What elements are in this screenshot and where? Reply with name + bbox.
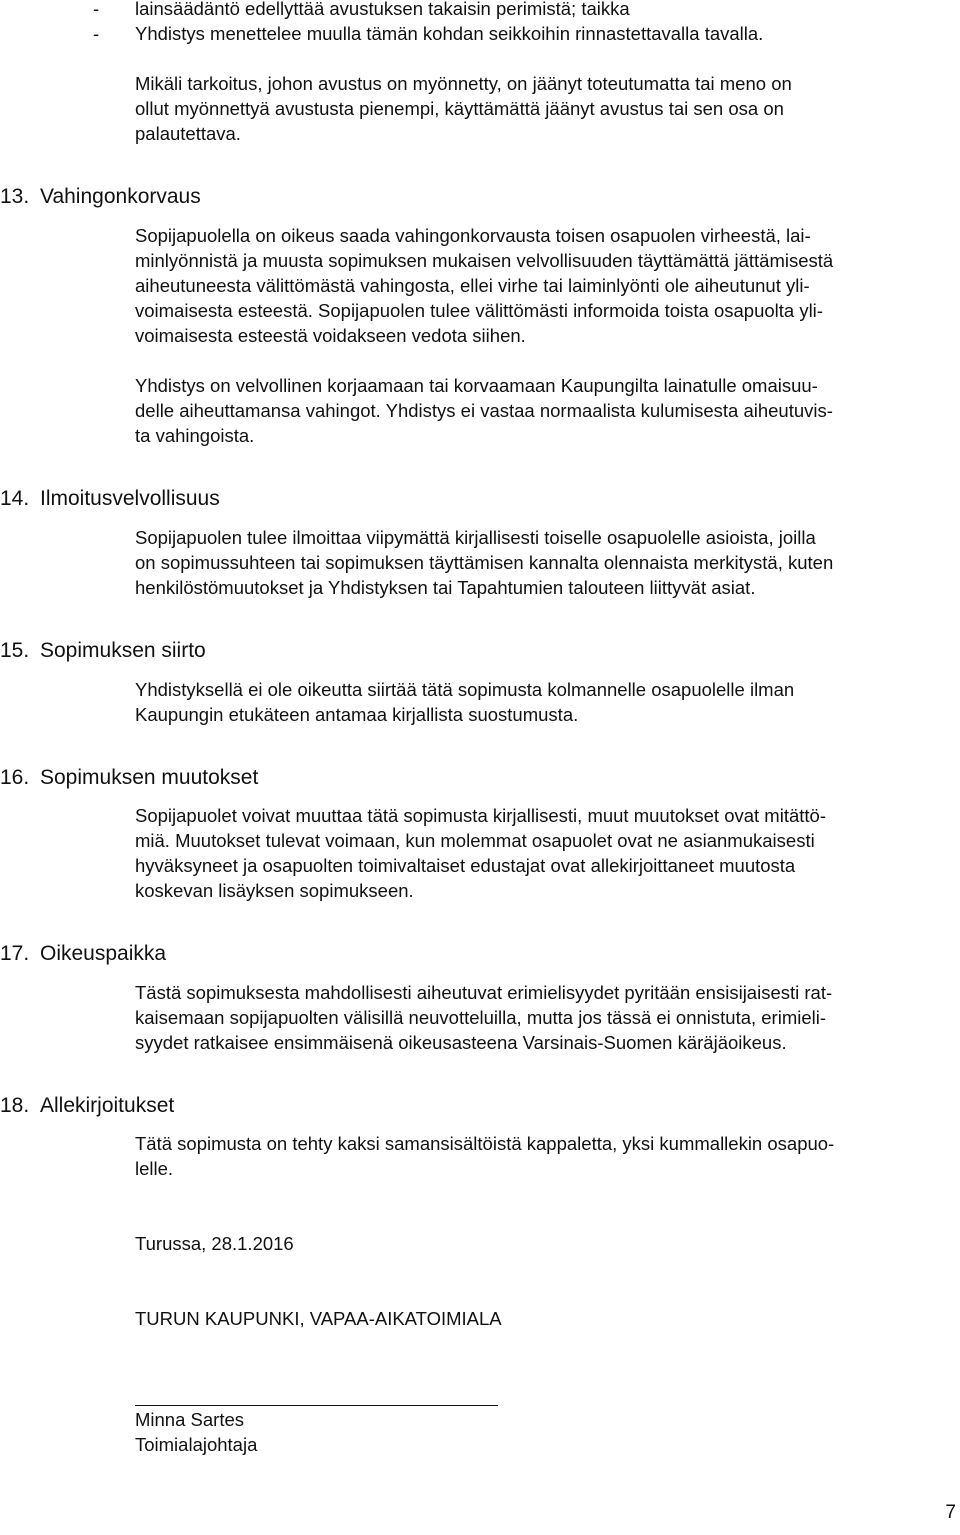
signature-line [135,1405,498,1406]
section-number: 15. [0,639,30,662]
section-number: 14. [0,487,30,510]
section-title: Oikeuspaikka [40,942,167,965]
bullet-text: lainsäädäntö edellyttää avustuksen takaisin perimistä; taikka [135,0,630,19]
section-title: Sopimuksen siirto [40,639,206,662]
paragraph-line: syydet ratkaisee ensimmäisenä oikeusasteena Varsinais-Suomen käräjäoikeus. [135,1032,787,1053]
paragraph-line: voimaisesta esteestä voidakseen vedota siihen. [135,325,526,346]
section-number: 18. [0,1094,30,1117]
paragraph-line: Kaupungin etukäteen antamaa kirjallista suostumusta. [135,704,579,725]
section-title: Sopimuksen muutokset [40,766,259,789]
section-number: 17. [0,942,30,965]
bullet-mark: - [93,0,100,19]
paragraph-line: hyväksyneet ja osapuolten toimivaltaiset edustajat ovat allekirjoittaneet muutosta [135,855,796,876]
section-number: 13. [0,185,30,208]
section-title: Vahingonkorvaus [40,185,201,208]
paragraph-line: Sopijapuolella on oikeus saada vahingonkorvausta toisen osapuolen virheestä, lai- [135,225,811,246]
section-title: Ilmoitusvelvollisuus [40,487,220,510]
paragraph-line: miä. Muutokset tulevat voimaan, kun molemmat osapuolet ovat ne asianmukaisesti [135,830,815,851]
paragraph-line: Tästä sopimuksesta mahdollisesti aiheutuvat erimielisyydet pyritään ensisijaisesti rat- [135,982,833,1003]
paragraph-line: Tätä sopimusta on tehty kaksi samansisältöistä kappaletta, yksi kummallekin osapuo- [135,1133,835,1154]
paragraph-line: delle aiheuttamansa vahingot. Yhdistys ei vastaa normaalista kulumisesta aiheutuvis- [135,400,833,421]
paragraph-line: Sopijapuolet voivat muuttaa tätä sopimusta kirjallisesti, muut muutokset ovat mitättö- [135,805,826,826]
paragraph-line: Mikäli tarkoitus, johon avustus on myönnetty, on jäänyt toteutumatta tai meno on [135,73,792,94]
paragraph-line: lelle. [135,1158,174,1179]
paragraph-line: henkilöstömuutokset ja Yhdistyksen tai Tapahtumien talouteen liittyvät asiat. [135,577,756,598]
signer-name: Minna Sartes [135,1409,244,1430]
section-title: Allekirjoitukset [40,1094,175,1117]
bullet-mark: - [93,23,100,44]
place-date: Turussa, 28.1.2016 [135,1233,294,1254]
bullet-text: Yhdistys menettelee muulla tämän kohdan seikkoihin rinnastettavalla tavalla. [135,23,764,44]
paragraph-line: koskevan lisäyksen sopimukseen. [135,880,414,901]
paragraph-line: palautettava. [135,123,241,144]
paragraph-line: ollut myönnettyä avustusta pienempi, käyttämättä jäänyt avustus tai sen osa on [135,98,784,119]
page-number: 7 [945,1502,956,1523]
paragraph-line: minlyönnistä ja muusta sopimuksen mukaisen velvollisuuden täyttämättä jättämisestä [135,250,834,271]
paragraph-line: ta vahingoista. [135,425,255,446]
paragraph-line: on sopimussuhteen tai sopimuksen täyttämisen kannalta olennaista merkitystä, kuten [135,552,834,573]
organization-name: TURUN KAUPUNKI, VAPAA-AIKATOIMIALA [135,1308,502,1329]
section-number: 16. [0,766,30,789]
signer-title: Toimialajohtaja [135,1434,258,1455]
paragraph-line: Sopijapuolen tulee ilmoittaa viipymättä kirjallisesti toiselle osapuolelle asioista, joilla [135,527,816,548]
paragraph-line: kaisemaan sopijapuolten välisillä neuvotteluilla, mutta jos tässä ei onnistuta, erimieli- [135,1007,827,1028]
paragraph-line: Yhdistyksellä ei ole oikeutta siirtää tätä sopimusta kolmannelle osapuolelle ilman [135,679,795,700]
paragraph-line: aiheutuneesta välittömästä vahingosta, ellei virhe tai laiminlyönti ole aiheutunut yli- [135,275,810,296]
paragraph-line: Yhdistys on velvollinen korjaamaan tai korvaamaan Kaupungilta lainatulle omaisuu- [135,375,818,396]
paragraph-line: voimaisesta esteestä. Sopijapuolen tulee välittömästi informoida toista osapuolta yli- [135,300,823,321]
